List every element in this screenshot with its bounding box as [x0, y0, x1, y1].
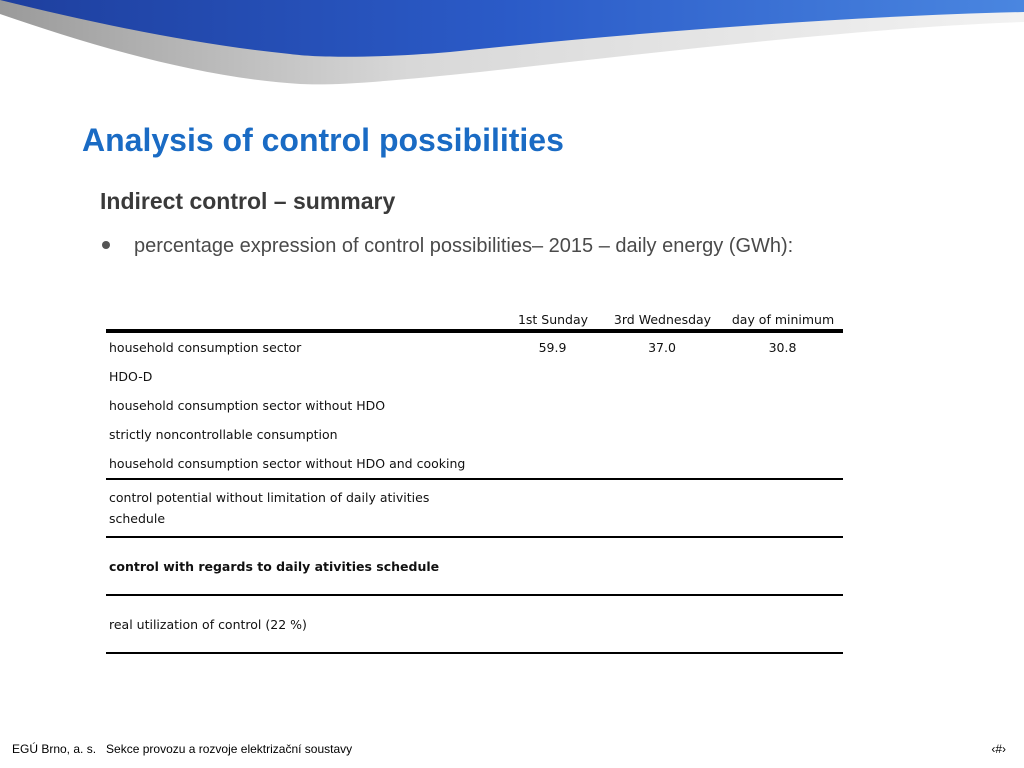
table-cell [723, 595, 843, 653]
row-label: household consumption sector without HDO [109, 398, 386, 413]
energy-table [106, 305, 843, 654]
table-row [106, 537, 843, 595]
footer-organization-name: EGÚ Brno, a. s. [12, 742, 97, 756]
footer-organization [12, 742, 352, 756]
bullet-dot-icon [102, 241, 110, 249]
table-cell: 30.8 [768, 340, 797, 355]
row-label: HDO-D [109, 369, 153, 384]
bullet-item [102, 235, 793, 258]
table-cell: 37.0 [648, 340, 676, 355]
slide-subtitle: Indirect control – summary [100, 188, 396, 214]
table-cell [504, 391, 602, 420]
table-cell [723, 479, 843, 537]
slide-number: ‹#› [991, 742, 1006, 756]
table-cell: 59.9 [538, 340, 567, 355]
header-wave-decoration [0, 0, 1024, 90]
row-label: control potential without limitation of daily ativities schedule [106, 479, 504, 537]
row-label: strictly noncontrollable consumption [109, 427, 338, 442]
table-cell [723, 537, 843, 595]
table-cell [602, 595, 723, 653]
row-label: real utilization of control (22 %) [106, 595, 504, 653]
table-cell [504, 362, 602, 391]
table-cell [602, 449, 723, 479]
table-row [106, 479, 843, 537]
table-cell [723, 362, 843, 391]
row-label: household consumption sector [109, 340, 302, 355]
table-row [106, 420, 843, 449]
table-row [106, 331, 843, 362]
table-cell [504, 595, 602, 653]
table-row [106, 362, 843, 391]
table-header-row [106, 305, 843, 331]
row-label: control with regards to daily ativities schedule [106, 537, 504, 595]
table-header-cell: day of minimum [723, 305, 843, 331]
table-cell [504, 537, 602, 595]
table-cell [504, 449, 602, 479]
bullet-text: percentage expression of control possibilities– 2015 – daily energy (GWh): [134, 235, 794, 257]
table-header-label [106, 305, 504, 331]
table-cell [723, 420, 843, 449]
table-cell [723, 449, 843, 479]
table-row [106, 391, 843, 420]
table-cell [602, 479, 723, 537]
row-label: household consumption sector without HDO and cooking [106, 449, 504, 479]
table-cell [504, 420, 602, 449]
table-cell [602, 391, 723, 420]
table-cell [602, 362, 723, 391]
table-cell [602, 537, 723, 595]
table-header-cell: 1st Sunday [504, 305, 602, 331]
table-cell [504, 479, 602, 537]
table-row [106, 449, 843, 479]
footer-department: Sekce provozu a rozvoje elektrizační soustavy [106, 742, 353, 756]
table-cell [602, 420, 723, 449]
table-header-cell: 3rd Wednesday [602, 305, 723, 331]
slide-title: Analysis of control possibilities [82, 122, 564, 158]
table-cell [723, 391, 843, 420]
table-row [106, 595, 843, 653]
